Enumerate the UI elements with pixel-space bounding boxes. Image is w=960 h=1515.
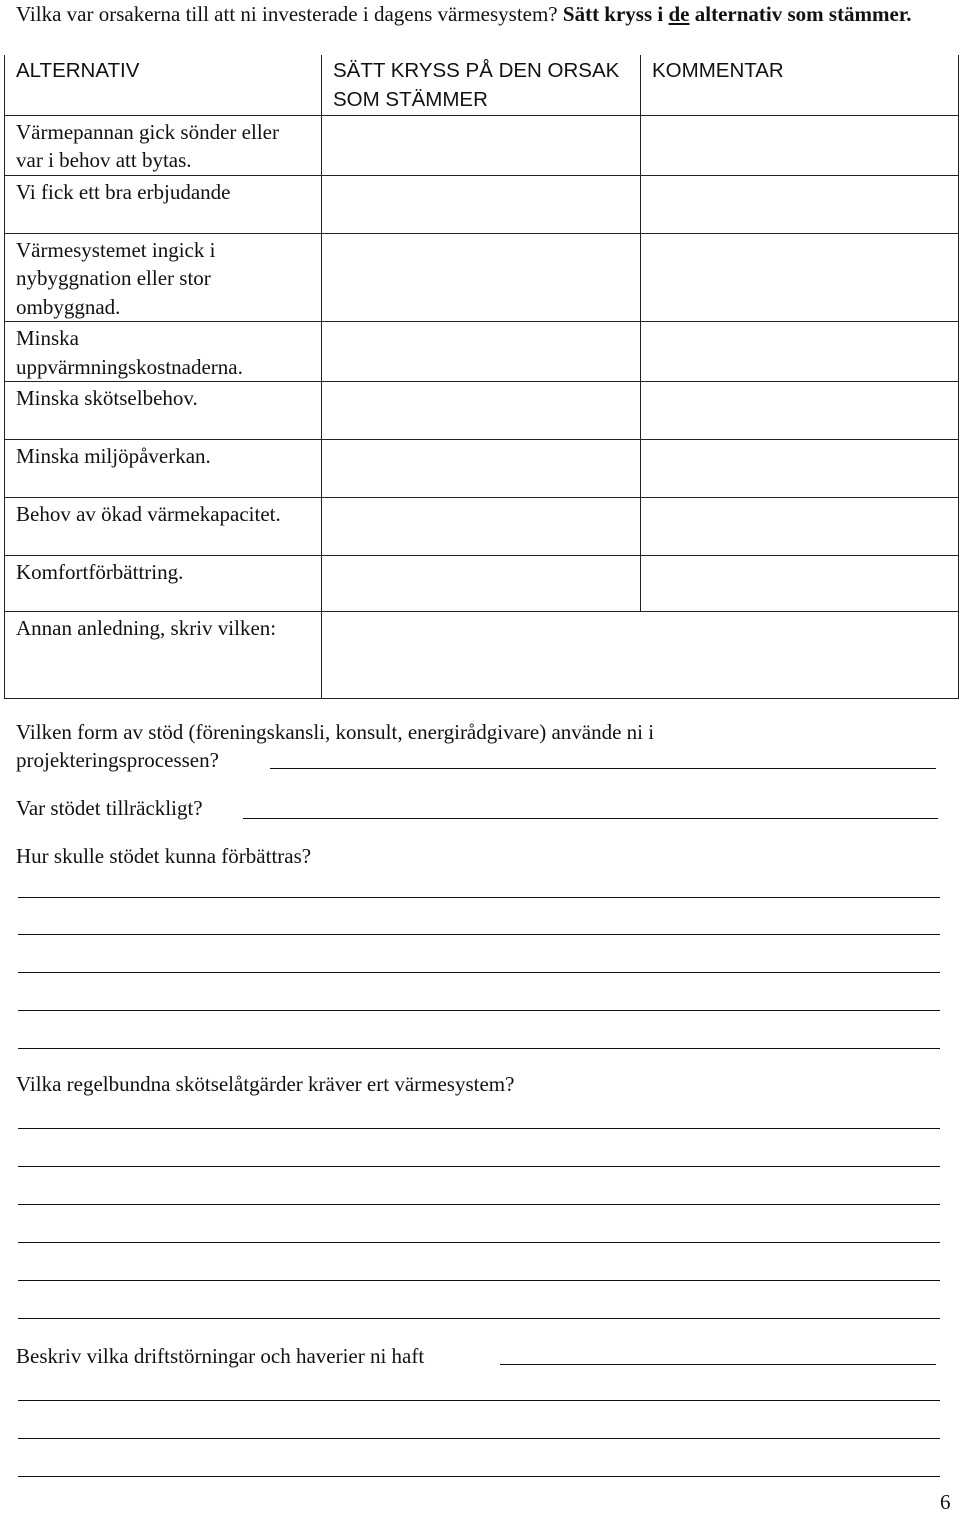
- comment-cell[interactable]: [641, 322, 959, 382]
- table-row: [5, 233, 959, 322]
- header-alternativ: ALTERNATIV: [5, 55, 322, 115]
- checkbox-cell[interactable]: [322, 115, 641, 175]
- answer-line[interactable]: [18, 1166, 940, 1167]
- alternative-label: Vi fick ett bra erbjudande: [5, 175, 322, 233]
- answer-line[interactable]: [18, 1128, 940, 1129]
- answer-line[interactable]: [18, 1438, 940, 1439]
- alternative-label: Behov av ökad värmekapacitet.: [5, 498, 322, 556]
- table-row: [5, 440, 959, 498]
- support-form-question-cont: projekteringsprocessen?: [16, 748, 219, 772]
- alternative-label: Minska skötselbehov.: [5, 382, 322, 440]
- answer-line[interactable]: [18, 1280, 940, 1281]
- answer-line[interactable]: [18, 1010, 940, 1011]
- checkbox-cell[interactable]: [322, 382, 641, 440]
- checkbox-cell[interactable]: [322, 440, 641, 498]
- answer-line[interactable]: [18, 1204, 940, 1205]
- comment-cell[interactable]: [641, 115, 959, 175]
- reasons-table: [4, 55, 959, 699]
- checkbox-cell[interactable]: [322, 233, 641, 322]
- instruction-text: Sätt kryss i de alternativ som stämmer.: [562, 2, 912, 26]
- support-enough-answer-line[interactable]: [243, 818, 938, 819]
- maintenance-question: Vilka regelbundna skötselåtgärder kräver ert värmesystem?: [16, 1072, 515, 1096]
- support-form-answer-line[interactable]: [270, 768, 936, 769]
- page-number: 6: [940, 1490, 951, 1514]
- table-row: [5, 115, 959, 175]
- answer-line[interactable]: [18, 934, 940, 935]
- header-kryss: SÄTT KRYSS PÅ DEN ORSAK SOM STÄMMER: [322, 55, 641, 115]
- table-row: [5, 382, 959, 440]
- question-intro: [16, 0, 951, 28]
- support-improve-question: Hur skulle stödet kunna förbättras?: [16, 844, 312, 868]
- comment-cell[interactable]: [641, 440, 959, 498]
- table-row: [5, 498, 959, 556]
- table-row: [5, 556, 959, 612]
- checkbox-cell[interactable]: [322, 175, 641, 233]
- checkbox-cell[interactable]: [322, 322, 641, 382]
- answer-line[interactable]: [18, 897, 940, 898]
- header-kommentar: KOMMENTAR: [641, 55, 959, 115]
- answer-line[interactable]: [18, 1400, 940, 1401]
- table-header-row: [5, 55, 959, 115]
- table-row: [5, 175, 959, 233]
- comment-cell[interactable]: [641, 233, 959, 322]
- answer-line[interactable]: [18, 1476, 940, 1477]
- question-text: Vilka var orsakerna till att ni investerade i dagens värmesystem?: [16, 2, 558, 26]
- comment-cell[interactable]: [641, 175, 959, 233]
- failures-answer-line[interactable]: [500, 1364, 936, 1365]
- comment-cell[interactable]: [641, 382, 959, 440]
- answer-line[interactable]: [18, 1242, 940, 1243]
- support-enough-question: Var stödet tillräckligt?: [16, 796, 203, 820]
- comment-cell[interactable]: [641, 556, 959, 612]
- alternative-label: Minska miljöpåverkan.: [5, 440, 322, 498]
- alternative-label: Komfortförbättring.: [5, 556, 322, 612]
- checkbox-cell[interactable]: [322, 498, 641, 556]
- answer-line[interactable]: [18, 972, 940, 973]
- failures-question: Beskriv vilka driftstörningar och haverier ni haft: [16, 1344, 425, 1368]
- support-form-question: Vilken form av stöd (föreningskansli, konsult, energirådgivare) använde ni i: [16, 720, 655, 744]
- other-reason-cell[interactable]: [322, 612, 959, 699]
- alternative-label: Minska uppvärmningskostnaderna.: [5, 322, 322, 382]
- alternative-label: Värmepannan gick sönder eller var i behov att bytas.: [5, 115, 322, 175]
- alternative-label: Annan anledning, skriv vilken:: [5, 612, 322, 699]
- comment-cell[interactable]: [641, 498, 959, 556]
- table-row: [5, 322, 959, 382]
- checkbox-cell[interactable]: [322, 556, 641, 612]
- answer-line[interactable]: [18, 1048, 940, 1049]
- answer-line[interactable]: [18, 1318, 940, 1319]
- alternative-label: Värmesystemet ingick i nybyggnation eller stor ombyggnad.: [5, 233, 322, 322]
- table-row: [5, 612, 959, 699]
